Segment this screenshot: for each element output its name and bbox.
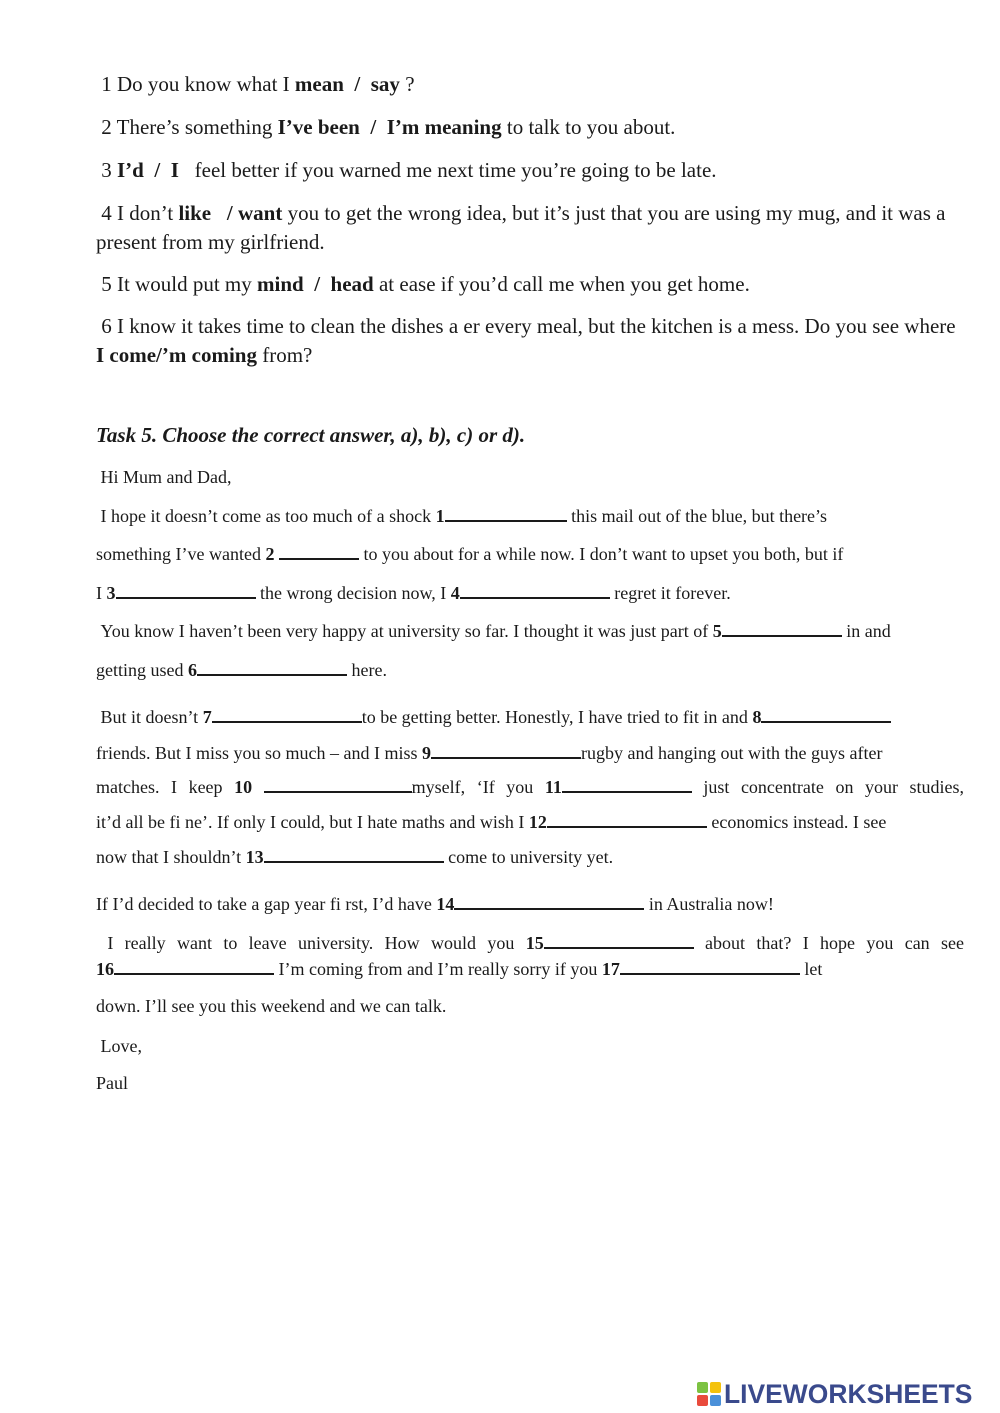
letter-closing: Love, bbox=[100, 1036, 142, 1056]
answer-blank-4[interactable] bbox=[460, 581, 610, 599]
answer-blank-5[interactable] bbox=[722, 619, 842, 637]
option-choice[interactable]: I come/’m coming bbox=[96, 343, 257, 367]
question-2: 2 There’s something I’ve been / I’m meaning to talk to you about. bbox=[101, 115, 676, 139]
option-b[interactable]: say bbox=[370, 72, 400, 96]
answer-blank-15[interactable] bbox=[544, 931, 694, 949]
question-1: 1 Do you know what I mean / say ? bbox=[101, 72, 415, 96]
question-4: 4 I don’t like / want you to get the wrong idea, but it’s just that you are using my mug, and it was a present from my girlfriend. bbox=[96, 201, 946, 254]
answer-blank-9[interactable] bbox=[431, 741, 581, 759]
letter-line: I really want to leave university. How would you 15 about that? I hope you can see bbox=[107, 933, 965, 953]
answer-blank-13[interactable] bbox=[264, 845, 444, 863]
liveworksheets-logo-icon bbox=[697, 1382, 721, 1406]
question-3: 3 I’d / I feel better if you warned me next time you’re going to be late. bbox=[101, 158, 717, 182]
task-5-title: Task 5. Choose the correct answer, a), b), c) or d). bbox=[96, 423, 526, 447]
brand-name: LIVEWORKSHEETS bbox=[724, 1378, 973, 1409]
option-b[interactable]: want bbox=[237, 201, 283, 225]
option-a[interactable]: I’ve been bbox=[277, 115, 360, 139]
answer-blank-11[interactable] bbox=[562, 775, 692, 793]
question-6: 6 I know it takes time to clean the dishes a er every meal, but the kitchen is a mess. Do you see where I come/’m coming from? bbox=[96, 314, 956, 367]
letter-line: I 3 the wrong decision now, I 4 regret it forever. bbox=[96, 583, 731, 603]
answer-blank-12[interactable] bbox=[547, 810, 707, 828]
letter-line: 16 I’m coming from and I’m really sorry if you 17 let bbox=[96, 959, 823, 979]
letter-line: it’d all be fi ne’. If only I could, but I hate maths and wish I 12 economics instead. I see bbox=[96, 812, 887, 832]
letter-line: But it doesn’t 7 to be getting better. Honestly, I have tried to fit in and 8 bbox=[96, 705, 964, 729]
answer-blank-3[interactable] bbox=[116, 581, 256, 599]
answer-blank-6[interactable] bbox=[197, 658, 347, 676]
letter-greeting: Hi Mum and Dad, bbox=[100, 467, 232, 487]
letter-line: friends. But I miss you so much – and I miss 9 rugby and hanging out with the guys after bbox=[96, 743, 883, 763]
letter-line: You know I haven’t been very happy at university so far. I thought it was just part of 5 in and bbox=[100, 621, 891, 641]
letter-line: down. I’ll see you this weekend and we can talk. bbox=[96, 996, 447, 1016]
letter-line: something I’ve wanted 2 to you about for a while now. I don’t want to upset you both, but if bbox=[96, 544, 844, 564]
letter-line: If I’d decided to take a gap year fi rst, I’d have 14 in Australia now! bbox=[96, 894, 774, 914]
answer-blank-7[interactable] bbox=[212, 705, 362, 723]
option-a[interactable]: like bbox=[178, 201, 212, 225]
letter-line: getting used 6 here. bbox=[96, 660, 387, 680]
letter-line: now that I shouldn’t 13 come to university yet. bbox=[96, 847, 614, 867]
answer-blank-14[interactable] bbox=[454, 892, 644, 910]
answer-blank-16[interactable] bbox=[114, 957, 274, 975]
letter-signature: Paul bbox=[96, 1073, 129, 1093]
answer-blank-17[interactable] bbox=[620, 957, 800, 975]
option-b[interactable]: head bbox=[330, 272, 374, 296]
answer-blank-1[interactable] bbox=[445, 504, 567, 522]
question-5: 5 It would put my mind / head at ease if you’d call me when you get home. bbox=[101, 272, 750, 296]
option-a[interactable]: mean bbox=[294, 72, 344, 96]
option-a[interactable]: mind bbox=[257, 272, 304, 296]
liveworksheets-logo bbox=[697, 1378, 978, 1410]
answer-blank-2[interactable] bbox=[279, 542, 359, 560]
letter-line: I hope it doesn’t come as too much of a shock 1 this mail out of the blue, but there’s bbox=[100, 506, 828, 526]
letter-line: matches. I keep 10 myself, ‘If you 11 just concentrate on your studies, bbox=[96, 777, 965, 797]
answer-blank-8[interactable] bbox=[761, 705, 891, 723]
option-b[interactable]: I’m meaning bbox=[386, 115, 502, 139]
answer-blank-10[interactable] bbox=[264, 775, 412, 793]
option-a[interactable]: I’d bbox=[117, 158, 144, 182]
option-b[interactable]: I bbox=[170, 158, 179, 182]
